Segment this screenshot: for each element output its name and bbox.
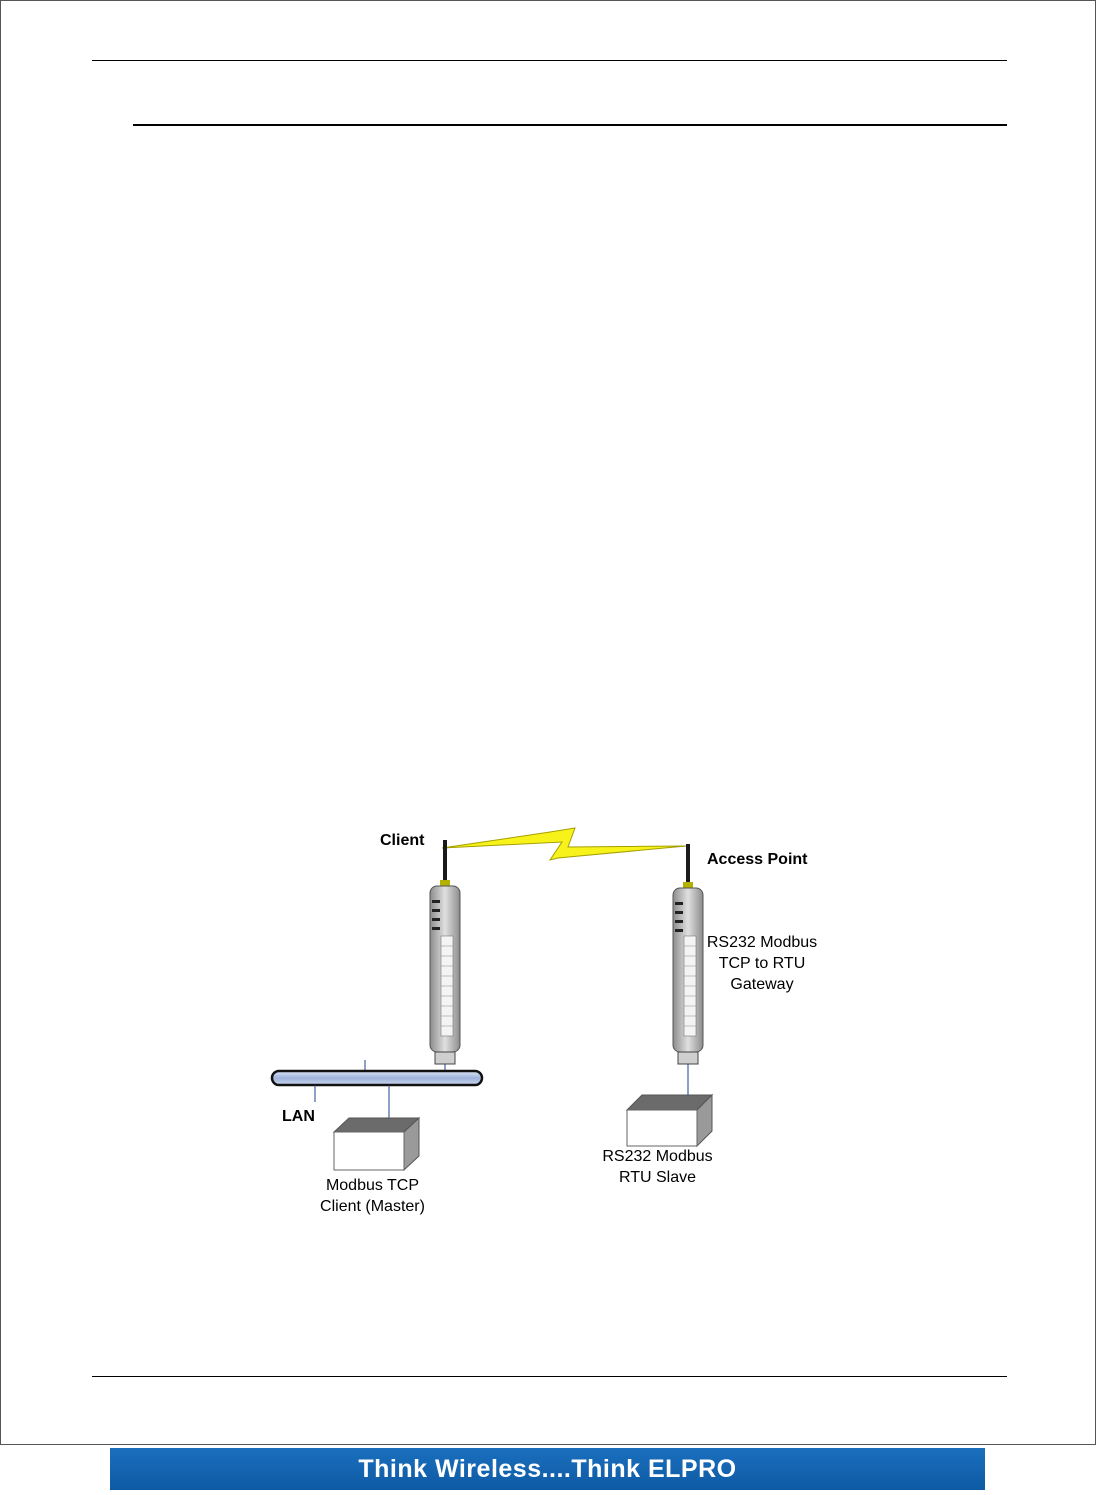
section-heading-rule	[133, 124, 1007, 126]
client-label: Client	[380, 832, 425, 849]
access-point-radio-icon	[673, 844, 703, 1096]
lan-label: LAN	[282, 1108, 315, 1125]
network-diagram	[250, 820, 850, 1230]
footer-banner	[110, 1448, 985, 1490]
modbus-master-label: Modbus TCP Client (Master)	[320, 1177, 425, 1215]
modbus-slave-label: RS232 Modbus RTU Slave	[602, 1148, 713, 1186]
header-rule	[92, 60, 1007, 61]
footer-rule	[92, 1376, 1007, 1377]
radio-link-bolt	[442, 828, 686, 860]
modbus-slave-device-icon	[627, 1095, 712, 1146]
footer-banner-text: Think Wireless....Think ELPRO	[358, 1454, 737, 1483]
modbus-master-device-icon	[334, 1118, 419, 1170]
gateway-label: RS232 Modbus TCP to RTU Gateway	[706, 934, 818, 993]
client-radio-icon	[430, 840, 460, 1074]
access-point-label: Access Point	[707, 851, 808, 868]
